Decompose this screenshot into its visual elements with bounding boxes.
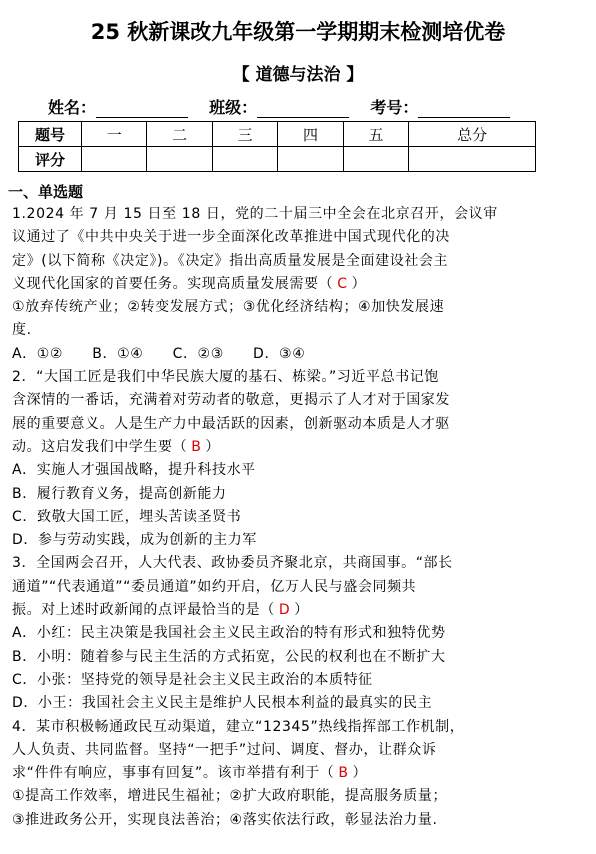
section-title: 一、单选题	[8, 183, 84, 201]
question-line: 议通过了《中共中央关于进一步全面深化改革推进中国式现代化的决	[12, 229, 450, 246]
question-list	[12, 203, 540, 832]
paper-title: 25 秋新课改九年级第一学期期末检测培优卷	[90, 20, 506, 44]
score-cell	[212, 147, 277, 172]
option-a: A．实施人才强国战略，提升科技水平	[12, 462, 256, 479]
answer-mark: D	[278, 602, 291, 619]
option-b: B．小明：随着参与民主生活的方式拓宽，公民的权利也在不断扩大	[12, 648, 446, 665]
score-table-col-5: 五	[343, 122, 408, 147]
class-label: 班级：	[209, 98, 258, 117]
number-label: 考号：	[370, 98, 419, 117]
option-b: B．履行教育义务，提高创新能力	[12, 485, 227, 502]
question-line: 定》(以下简称《决定》)。《决定》指出高质量发展是全面建设社会主	[12, 252, 449, 269]
option-a: A．小红：民主决策是我国社会主义民主政治的特有形式和独特优势	[12, 625, 446, 642]
question-line: 1.2024 年 7 月 15 日至 18 日，党的二十届三中全会在北京召开，会议审	[12, 206, 498, 222]
question-2	[12, 366, 540, 552]
score-table-header-row	[19, 122, 536, 147]
question-line: 展的重要意义。人是生产力中最活跃的因素，创新驱动本质是人才驱	[12, 415, 450, 432]
score-table-row-label: 评分	[19, 147, 82, 172]
answer-mark: B	[191, 438, 202, 455]
option-d: D．小王：我国社会主义民主是维护人民根本利益的最真实的民主	[12, 695, 433, 712]
answer-mark: C	[337, 275, 348, 292]
score-cell	[82, 147, 147, 172]
question-3	[12, 552, 540, 715]
question-line: 动。这启发我们中学生要（ B ）	[12, 438, 221, 455]
name-blank	[96, 99, 188, 118]
paper-subject: 【 道德与法治 】	[232, 65, 364, 85]
question-line: 义现代化国家的首要任务。实现高质量发展需要（ C ）	[12, 275, 367, 292]
question-line: 2．“大国工匠是我们中华民族大厦的基石、栋梁。”习近平总书记饱	[12, 369, 440, 386]
score-cell	[278, 147, 343, 172]
score-table-col-3: 三	[212, 122, 277, 147]
name-label: 姓名：	[48, 98, 97, 117]
score-cell	[409, 147, 536, 172]
question-4	[12, 716, 540, 832]
score-table-row-label: 题号	[19, 122, 82, 147]
score-table-col-4: 四	[278, 122, 343, 147]
statement-line: ③推进政务公开，实现良法善治；④落实依法行政，彰显法治力量.	[12, 811, 438, 828]
score-table-col-2: 二	[147, 122, 212, 147]
statement-line: 度.	[12, 322, 32, 339]
option-d: D．参与劳动实践，成为创新的主力军	[12, 532, 257, 549]
score-cell	[343, 147, 408, 172]
question-line: 振。对上述时政新闻的点评最恰当的是（ D ）	[12, 602, 309, 619]
score-table	[18, 121, 536, 172]
score-cell	[147, 147, 212, 172]
score-table-col-1: 一	[82, 122, 147, 147]
option-c: C．致敬大国工匠，埋头苦读圣贤书	[12, 508, 242, 525]
option-line: A．①② B．①④ C．②③ D．③④	[12, 345, 306, 362]
class-blank	[257, 99, 349, 118]
score-table-col-total: 总分	[409, 122, 536, 147]
statement-line: ①放弃传统产业；②转变发展方式；③优化经济结构；④加快发展速	[12, 299, 445, 316]
question-line: 4．某市积极畅通政民互动渠道，建立“12345”热线指挥部工作机制，	[12, 718, 465, 735]
option-c: C．小张：坚持党的领导是社会主义民主政治的本质特征	[12, 671, 373, 688]
question-1	[12, 203, 540, 366]
question-line: 3．全国两会召开，人大代表、政协委员齐聚北京，共商国事。“部长	[12, 555, 453, 572]
statement-line: ①提高工作效率，增进民生福祉；②扩大政府职能，提高服务质量；	[12, 788, 448, 805]
question-line: 求“件件有响应，事事有回复”。该市举措有利于（ B ）	[12, 765, 368, 782]
answer-mark: B	[338, 765, 349, 782]
question-line: 含深情的一番话，充满着对劳动者的敬意，更揭示了人才对于国家发	[12, 392, 450, 409]
number-blank	[418, 99, 510, 118]
student-info-line	[48, 95, 510, 118]
question-line: 通道”“代表通道”“委员通道”如约开启，亿万人民与盛会同频共	[12, 578, 417, 595]
question-line: 人人负责、共同监督。坚持“一把手”过问、调度、督办，让群众诉	[12, 741, 437, 758]
score-table-score-row	[19, 147, 536, 172]
